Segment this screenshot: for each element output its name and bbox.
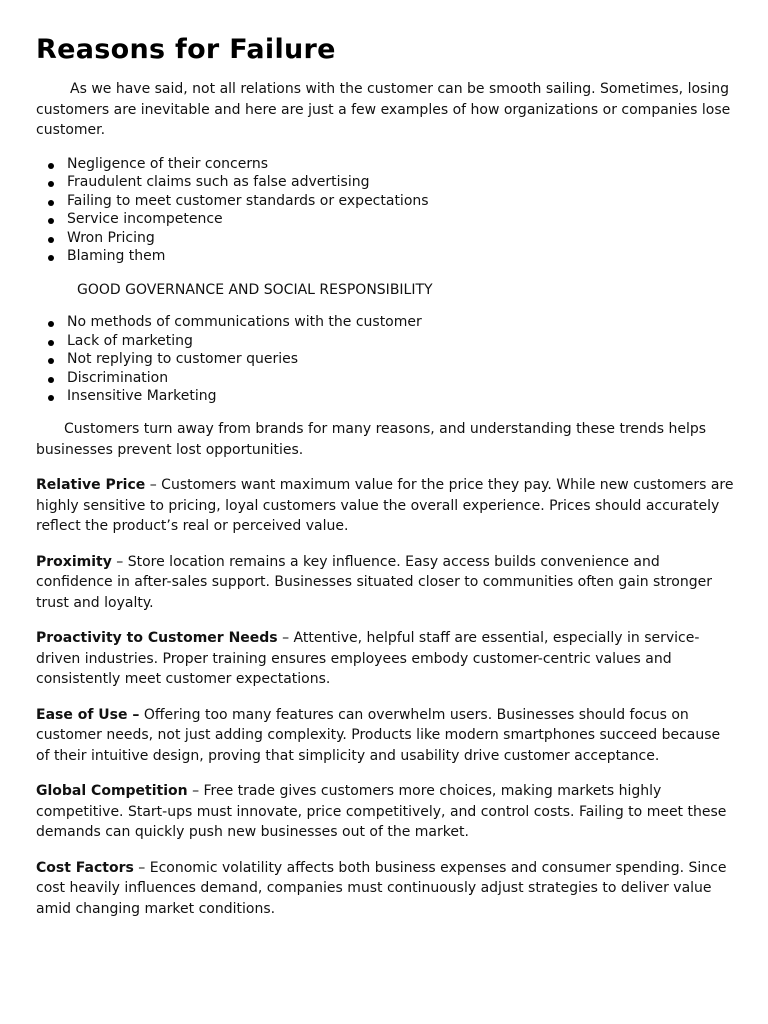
term-label: Proactivity to Customer Needs (36, 630, 278, 647)
failure-reasons-list (36, 155, 736, 267)
list-item: Insensitive Marketing (36, 387, 736, 406)
document-page (36, 34, 736, 934)
term-paragraph-proximity (36, 552, 736, 614)
list-item: Service incompetence (36, 210, 736, 229)
list-item: Negligence of their concerns (36, 155, 736, 174)
term-description: – Attentive, helpful staff are essential, especially in service-driven industries. Proper training ensures employees embody customer-centric values and consistently meet customer expectations. (36, 630, 700, 688)
intro-paragraph: As we have said, not all relations with the customer can be smooth sailing. Sometimes, losing customers are inevitable and here are just a few examples of how organizations or companies lose customer. (36, 81, 731, 138)
page-title: Reasons for Failure (36, 34, 336, 65)
list-item: Discrimination (36, 369, 736, 388)
list-item: No methods of communications with the customer (36, 313, 736, 332)
term-paragraph-cost-factors (36, 858, 736, 920)
list-item: Fraudulent claims such as false advertising (36, 173, 736, 192)
term-description: – Customers want maximum value for the price they pay. While new customers are highly sensitive to pricing, loyal customers value the overall experience. Prices should accurately reflect the product’s real or perceived value. (36, 477, 734, 535)
governance-list (36, 313, 736, 406)
list-item: Wron Pricing (36, 229, 736, 248)
section-subheading: GOOD GOVERNANCE AND SOCIAL RESPONSIBILITY (77, 282, 433, 299)
term-label: Ease of Use – (36, 706, 140, 723)
list-item: Not replying to customer queries (36, 350, 736, 369)
lead-paragraph: Customers turn away from brands for many reasons, and understanding these trends helps businesses prevent lost opportunities. (36, 421, 707, 458)
term-label: Relative Price (36, 477, 146, 494)
term-paragraph-ease-of-use (36, 705, 736, 767)
term-label: Global Competition (36, 783, 188, 800)
term-paragraph-global-competition (36, 781, 736, 843)
list-item: Failing to meet customer standards or expectations (36, 192, 736, 211)
term-description: – Free trade gives customers more choices, making markets highly competitive. Start-ups must innovate, price competitively, and control costs. Failing to meet these demands can quickly push new businesses out of the market. (36, 783, 727, 841)
term-description: – Store location remains a key influence. Easy access builds convenience and confidence in after-sales support. Businesses situated closer to communities often gain stronger trust and loyalty. (36, 553, 712, 611)
list-item: Blaming them (36, 247, 736, 266)
term-description: – Economic volatility affects both business expenses and consumer spending. Since cost heavily influences demand, companies must continuously adjust strategies to deliver value amid changing market conditions. (36, 859, 727, 917)
term-paragraph-proactivity (36, 628, 736, 690)
term-description: Offering too many features can overwhelm users. Businesses should focus on customer needs, not just adding complexity. Products like modern smartphones succeed because of their intuitive design, proving that simplicity and usability drive customer acceptance. (36, 706, 721, 764)
term-paragraph-relative-price (36, 475, 736, 537)
term-label: Cost Factors (36, 859, 134, 876)
list-item: Lack of marketing (36, 332, 736, 351)
term-label: Proximity (36, 553, 112, 570)
